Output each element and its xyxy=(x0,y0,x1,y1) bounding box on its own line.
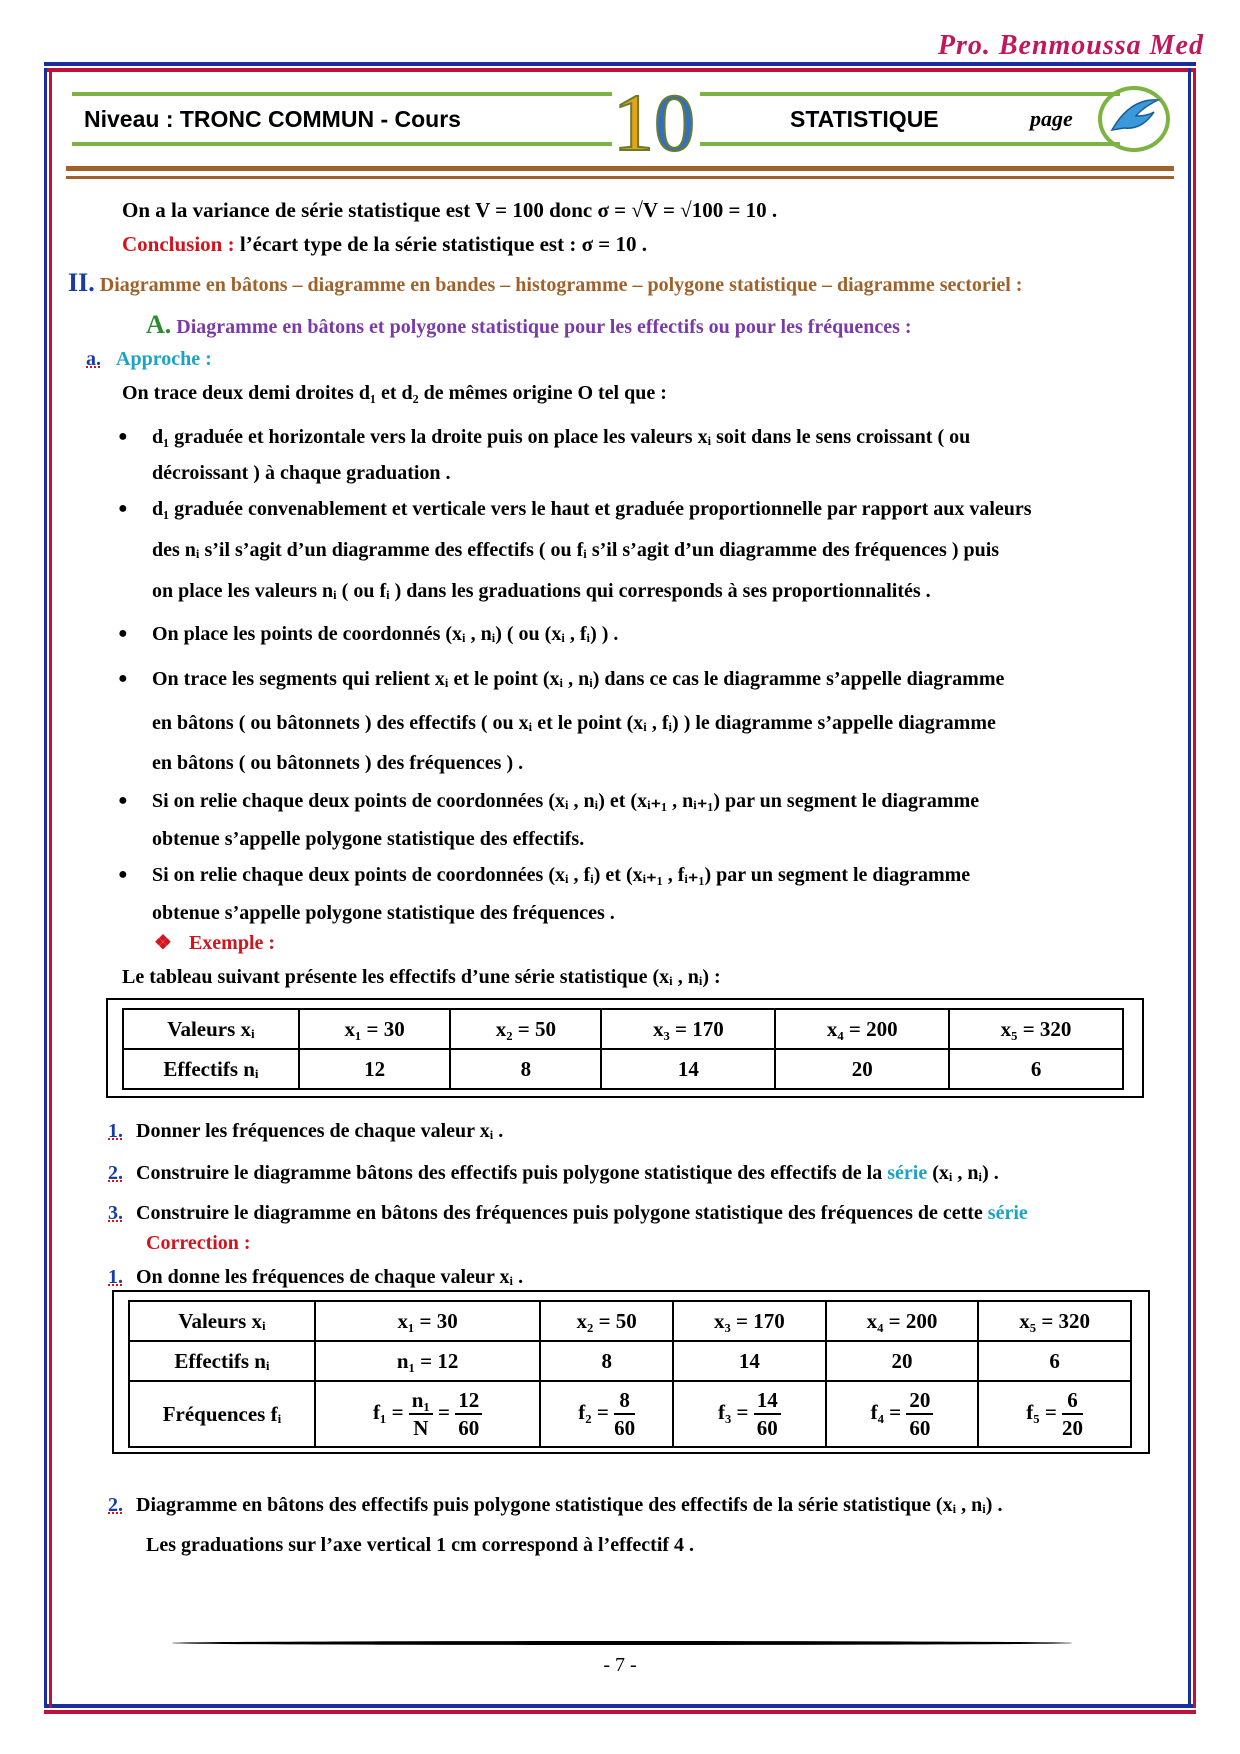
section-a-marker: A. xyxy=(146,310,172,339)
value-cell: x₅ = 320 xyxy=(949,1009,1123,1049)
question-2-text: Construire le diagramme bâtons des effectifs puis polygone statistique des effectifs de la xyxy=(136,1162,888,1184)
bullet-4-line-1: On trace les segments qui relient xᵢ et le point (xᵢ , nᵢ) dans ce cas le diagramme s’appelle diagramme xyxy=(152,668,1005,690)
effectif-cell: 8 xyxy=(450,1049,601,1089)
approche-heading xyxy=(86,346,212,372)
variance-line: On a la variance de série statistique est V = 100 donc σ = √V = √100 = 10 . xyxy=(122,198,778,222)
question-3-text: Construire le diagramme en bâtons des fréquences puis polygone statistique des fréquences de cette xyxy=(136,1202,988,1224)
fraction-symbolic: $\frac{\text{n₁}}{N}$ xyxy=(409,1387,433,1441)
correction-label: Correction : xyxy=(146,1232,251,1254)
question-1-text: Donner les fréquences de chaque valeur xᵢ . xyxy=(136,1120,504,1142)
bullet-dot-5: ● xyxy=(118,792,128,809)
frequence-cell xyxy=(826,1381,979,1447)
bullet-2-line-1: d₁ graduée convenablement et verticale vers le haut et graduée proportionnelle par rapport aux valeurs xyxy=(152,498,1032,520)
freq-name: f₂ = xyxy=(578,1399,609,1424)
top-rule-blue xyxy=(44,62,1196,66)
frequence-cell: f₁ = $\frac{\text{n₁}}{N}$ = $\frac{12}{60}$ xyxy=(315,1381,540,1447)
bullet-5-line-1: Si on relie chaque deux points de coordonnées (xᵢ , nᵢ) et (xᵢ₊₁ , nᵢ₊₁) par un segment le diagramme xyxy=(152,790,980,812)
effectif-cell: 12 xyxy=(299,1049,450,1089)
bullet-3-line-1: On place les points de coordonnés (xᵢ , nᵢ) ( ou (xᵢ , fᵢ) ) . xyxy=(152,623,619,645)
row-label: Valeurs xᵢ xyxy=(123,1009,299,1049)
lesson-number-text: 10 xyxy=(613,77,695,168)
value-cell: x₁ = 30 xyxy=(315,1301,540,1341)
answer-2-number: 2. xyxy=(108,1494,123,1516)
page-number: - 7 - xyxy=(603,1654,637,1676)
bullet-6-line-2: obtenue s’appelle polygone statistique des fréquences . xyxy=(152,902,615,924)
effectif-cell: 14 xyxy=(601,1049,775,1089)
freq-name: f₅ = xyxy=(1026,1399,1057,1424)
value-cell: x₁ = 30 xyxy=(299,1009,450,1049)
bullet-1-line-2: décroissant ) à chaque graduation . xyxy=(152,462,451,484)
value-cell: x₄ = 200 xyxy=(826,1301,979,1341)
left-frame xyxy=(44,68,52,1708)
section-2-marker: II. xyxy=(68,268,95,297)
value-cell: x₄ = 200 xyxy=(775,1009,949,1049)
bullet-6-line-1: Si on relie chaque deux points de coordonnées (xᵢ , fᵢ) et (xᵢ₊₁ , fᵢ₊₁) par un segment le diagramme xyxy=(152,864,971,886)
approche-label: Approche : xyxy=(116,348,212,370)
question-3-number: 3. xyxy=(108,1202,123,1224)
footer-rule xyxy=(172,1641,1072,1645)
effectif-cell: 6 xyxy=(949,1049,1123,1089)
bullet-dot-2: ● xyxy=(118,500,128,517)
header-rule-right-top xyxy=(700,92,1120,96)
author-signature: Pro. Benmoussa Med xyxy=(937,30,1204,61)
value-cell: x₅ = 320 xyxy=(978,1301,1131,1341)
header-rule-right-bottom xyxy=(700,142,1120,146)
effectif-cell: 20 xyxy=(775,1049,949,1089)
bottom-rule-red xyxy=(44,1710,1196,1714)
header-rule-left-top xyxy=(72,92,612,96)
frequence-cell xyxy=(673,1381,826,1447)
freq-name: f₃ = xyxy=(718,1399,749,1424)
value-cell: x₃ = 170 xyxy=(673,1301,826,1341)
conclusion-text: l’écart type de la série statistique est : σ = 10 . xyxy=(234,232,647,256)
row-label: Fréquences fᵢ xyxy=(129,1381,315,1447)
exemple-intro: Le tableau suivant présente les effectifs d’une série statistique (xᵢ , nᵢ) : xyxy=(122,966,721,988)
effectifs-table xyxy=(122,1008,1124,1090)
question-2-number: 2. xyxy=(108,1162,123,1184)
table-row xyxy=(129,1301,1131,1341)
correction-1-text: On donne les fréquences de chaque valeur xᵢ . xyxy=(136,1266,524,1288)
question-2-serie: série xyxy=(887,1162,928,1184)
effectif-cell: 14 xyxy=(673,1341,826,1381)
fraction-value: $\frac{8}{60}$ xyxy=(614,1388,636,1440)
answer-2-text: Diagramme en bâtons des effectifs puis polygone statistique des effectifs de la série statistique (xᵢ , nᵢ) . xyxy=(136,1494,1003,1516)
freq-name: f₁ = xyxy=(373,1399,404,1424)
question-3-serie: série xyxy=(987,1202,1028,1224)
bullet-dot-3: ● xyxy=(118,625,128,642)
value-cell: x₂ = 50 xyxy=(450,1009,601,1049)
table-row xyxy=(123,1049,1123,1089)
effectif-cell: 6 xyxy=(978,1341,1131,1381)
header-rule-left-bottom xyxy=(72,142,612,146)
row-label: Valeurs xᵢ xyxy=(129,1301,315,1341)
bullet-2-line-3: on place les valeurs nᵢ ( ou fᵢ ) dans les graduations qui corresponds à ses proportionnalités . xyxy=(152,580,931,602)
bullet-2-line-2: des nᵢ s’il s’agit d’un diagramme des effectifs ( ou fᵢ s’il s’agit d’un diagramme des fréquences ) puis xyxy=(152,539,1000,561)
table-row xyxy=(129,1381,1131,1447)
fraction-value: $\frac{6}{20}$ xyxy=(1062,1388,1084,1440)
question-2 xyxy=(108,1160,999,1186)
effectif-cell: 8 xyxy=(540,1341,673,1381)
section-2-title: Diagramme en bâtons – diagramme en bandes – histogramme – polygone statistique – diagramme sectoriel : xyxy=(99,274,1023,296)
header-subject: STATISTIQUE xyxy=(790,106,939,132)
question-1-number: 1. xyxy=(108,1120,123,1142)
header-level: Niveau : TRONC COMMUN - Cours xyxy=(84,106,461,132)
page-badge-icon xyxy=(1098,86,1170,152)
frequence-cell xyxy=(540,1381,673,1447)
question-2-tail: (xᵢ , nᵢ) . xyxy=(927,1162,999,1184)
exemple-label: Exemple : xyxy=(188,932,276,954)
conclusion-line xyxy=(122,231,647,257)
page-label: page xyxy=(1030,106,1073,131)
exemple-marker: ❖ xyxy=(154,932,172,954)
effectif-cell: 20 xyxy=(826,1341,979,1381)
bullet-4-line-2: en bâtons ( ou bâtonnets ) des effectifs ( ou xᵢ et le point (xᵢ , fᵢ) ) le diagramme s’appelle diagramme xyxy=(152,712,996,734)
bullet-dot-6: ● xyxy=(118,866,128,883)
section-2-heading xyxy=(68,270,1022,298)
answer-2 xyxy=(108,1492,1002,1518)
table-row xyxy=(129,1341,1131,1381)
bullet-dot-1: ● xyxy=(118,428,128,445)
bullet-5-line-2: obtenue s’appelle polygone statistique des effectifs. xyxy=(152,828,585,850)
top-rule-red xyxy=(44,68,1196,72)
exemple-heading xyxy=(154,930,275,956)
frequences-table xyxy=(128,1300,1132,1448)
approche-intro: On trace deux demi droites d₁ et d₂ de mêmes origine O tel que : xyxy=(122,382,667,404)
value-cell: x₃ = 170 xyxy=(601,1009,775,1049)
section-a-heading xyxy=(146,312,912,340)
question-1 xyxy=(108,1118,503,1144)
bullet-4-line-3: en bâtons ( ou bâtonnets ) des fréquences ) . xyxy=(152,752,524,774)
answer-2-line-2: Les graduations sur l’axe vertical 1 cm correspond à l’effectif 4 . xyxy=(146,1534,695,1556)
correction-1-number: 1. xyxy=(108,1266,123,1288)
effectif-cell: n₁ = 12 xyxy=(315,1341,540,1381)
conclusion-label: Conclusion : xyxy=(122,232,235,256)
fraction-value: $\frac{14}{60}$ xyxy=(754,1387,781,1441)
table-row xyxy=(123,1009,1123,1049)
right-frame xyxy=(1188,68,1196,1708)
bullet-dot-4: ● xyxy=(118,670,128,687)
fraction-value: $\frac{20}{60}$ xyxy=(906,1387,933,1441)
row-label: Effectifs nᵢ xyxy=(123,1049,299,1089)
question-3 xyxy=(108,1200,1028,1226)
frequence-cell xyxy=(978,1381,1131,1447)
fraction-value: $\frac{12}{60}$ xyxy=(455,1387,482,1441)
value-cell: x₂ = 50 xyxy=(540,1301,673,1341)
row-label: Effectifs nᵢ xyxy=(129,1341,315,1381)
bullet-1-line-1: d₁ graduée et horizontale vers la droite puis on place les valeurs xᵢ soit dans le sens croissant ( ou xyxy=(152,426,971,448)
freq-name: f₄ = xyxy=(870,1399,902,1424)
approche-marker: a. xyxy=(86,348,101,370)
bottom-rule-blue xyxy=(44,1704,1196,1708)
correction-1 xyxy=(108,1264,523,1290)
header-brown-rule-2 xyxy=(66,176,1174,179)
lesson-number xyxy=(613,77,695,168)
section-a-title: Diagramme en bâtons et polygone statistique pour les effectifs ou pour les fréquences : xyxy=(176,316,912,338)
